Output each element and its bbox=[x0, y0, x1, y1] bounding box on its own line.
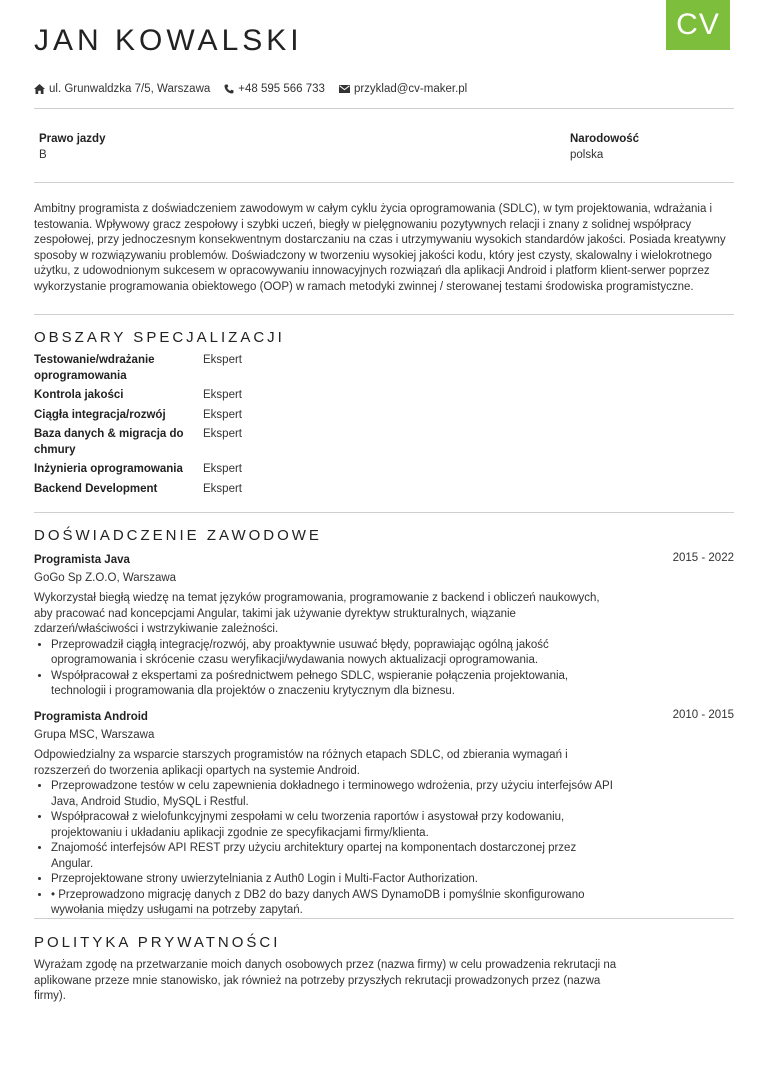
skill-row bbox=[34, 482, 334, 498]
skill-name: Inżynieria oprogramowania bbox=[34, 463, 183, 475]
nationality-label: Narodowość bbox=[570, 133, 640, 145]
skill-level: Ekspert bbox=[203, 428, 242, 440]
skill-row bbox=[34, 462, 334, 478]
skill-level: Ekspert bbox=[203, 389, 242, 401]
skill-level: Ekspert bbox=[203, 463, 242, 475]
cv-badge: CV bbox=[666, 0, 730, 50]
contact-phone[interactable] bbox=[224, 83, 325, 95]
license-label: Prawo jazdy bbox=[39, 133, 106, 145]
phone-text: +48 595 566 733 bbox=[238, 83, 325, 95]
divider bbox=[34, 314, 734, 315]
job-description: Wykorzystał biegłą wiedzę na temat języków programowania, programowanie z backend i obliczeń naukowych, aby pracować nad koncepcjami Angular, takimi jak używanie dyrektyw strukturalnych, wiązanie zdarzeń/właściwości i wstrzykiwanie zależności. bbox=[34, 592, 600, 635]
contact-bar bbox=[34, 83, 481, 95]
skills-list bbox=[34, 353, 334, 501]
nationality-value: polska bbox=[570, 149, 604, 161]
phone-icon bbox=[224, 84, 234, 94]
contact-address bbox=[34, 83, 210, 95]
skill-name: Ciągła integracja/rozwój bbox=[34, 408, 166, 421]
job-bullet: • Przeprowadził ciągłą integrację/rozwój, aby proaktywnie usuwać błędy, poprawiając ogólną jakość oprogramowania i skrócenie czasu weryfikacji/wydawania nowych aktualizacji oprogramowania. bbox=[51, 638, 614, 669]
home-icon bbox=[34, 84, 45, 94]
license-value: B bbox=[39, 149, 47, 161]
job-bullet: • Współpracował z ekspertami za pośrednictwem pełnego SDLC, wspieranie połączenia projektowania, technologii i programowania dla projektów o znaczeniu krytycznym dla biznesu. bbox=[51, 669, 614, 700]
job-company: Grupa MSC, Warszawa bbox=[34, 728, 155, 741]
skill-name: Kontrola jakości bbox=[34, 389, 124, 401]
skill-row bbox=[34, 427, 334, 458]
privacy-section-title: POLITYKA PRYWATNOŚCI bbox=[34, 934, 281, 951]
job-bullet: • Współpracował z wielofunkcyjnymi zespołami w celu tworzenia raportów i asystował przy kodowaniu, projektowaniu i układaniu aplikacji zgodnie ze specyfikacjami firmy/klienta. bbox=[51, 810, 614, 841]
job-dates: 2010 - 2015 bbox=[672, 709, 734, 721]
job-bullet: • Znajomość interfejsów API REST przy użyciu architektury opartej na komponentach dostarczonej przez Angular. bbox=[51, 841, 614, 872]
job-company: GoGo Sp Z.O.O, Warszawa bbox=[34, 571, 177, 584]
skill-level: Ekspert bbox=[203, 408, 242, 421]
skill-row bbox=[34, 408, 334, 424]
skills-section-title: OBSZARY SPECJALIZACJI bbox=[34, 329, 285, 346]
job-bullets bbox=[34, 638, 614, 700]
skill-name: Backend Development bbox=[34, 482, 158, 495]
job-dates: 2015 - 2022 bbox=[672, 552, 734, 564]
skill-row bbox=[34, 353, 334, 384]
privacy-text: Wyrażam zgodę na przetwarzanie moich danych osobowych przez (nazwa firmy) w celu prowadzenia rekrutacji na aplikowane przeze mnie stanowisko, jak również na potrzeby przyszłych rekrutacji prowadzonych przez (nazwa firmy). bbox=[34, 959, 617, 1002]
divider bbox=[34, 918, 734, 919]
experience-section-title: DOŚWIADCZENIE ZAWODOWE bbox=[34, 527, 322, 544]
skill-name: Baza danych & migracja do chmury bbox=[34, 428, 184, 456]
profile-summary: Ambitny programista z doświadczeniem zawodowym w całym cyklu życia oprogramowania (SDLC), w tym projektowania, wdrażania i testowania. Wpływowy gracz zespołowy i szybki uczeń, biegły w pielęgnowaniu pozytywnych relacji i znany z solidnej współpracy zespołowej, przy jednoczesnym konsekwentnym dostarczaniu na czas i utrzymywaniu wysokich standardów jakości. Posiada kreatywny sposoby w rozwiązywaniu problemów. Doświadczony w tworzeniu wysokiej jakości kodu, który jest czysty, skalowalny i wielokrotnego użytku, z udowodnionym sukcesem w opracowywaniu innowacyjnych rozwiązań dla aplikacji Android i platform klient-serwer poprzez wykorzystanie programowania obiektowego (OOP) w ramach metodyki zwinnej / sterowanej testami środowiska programistyczne. bbox=[34, 203, 726, 293]
mail-icon bbox=[339, 85, 350, 93]
divider bbox=[34, 182, 734, 183]
skill-level: Ekspert bbox=[203, 354, 242, 366]
job-bullet: • Przeprowadzone testów w celu zapewnienia dokładnego i terminowego wdrożenia, przy użyciu interfejsów API Java, Android Studio, MySQL i Restful. bbox=[51, 779, 614, 810]
divider bbox=[34, 512, 734, 513]
job-entry bbox=[34, 553, 734, 700]
job-bullets bbox=[34, 779, 614, 919]
email-text: przyklad@cv-maker.pl bbox=[353, 83, 468, 95]
job-entry bbox=[34, 710, 734, 919]
job-title: Programista Java bbox=[34, 554, 130, 566]
job-description: Odpowiedzialny za wsparcie starszych programistów na różnych etapach SDLC, od zbierania wymagań i rozszerzeń do tworzenia aplikacji opartych na systemie Android. bbox=[34, 749, 568, 777]
skill-row bbox=[34, 388, 334, 404]
job-bullet: • • Przeprowadzono migrację danych z DB2 do bazy danych AWS DynamoDB i pomyślnie skonfigurowano wywołania między usługami na potrzeby zapytań. bbox=[51, 888, 614, 919]
address-text: ul. Grunwaldzka 7/5, Warszawa bbox=[49, 83, 211, 95]
divider bbox=[34, 108, 734, 109]
candidate-name: JAN KOWALSKI bbox=[34, 24, 303, 57]
skill-level: Ekspert bbox=[203, 482, 242, 495]
contact-email[interactable] bbox=[339, 83, 467, 95]
job-title: Programista Android bbox=[34, 711, 148, 723]
skill-name: Testowanie/wdrażanie oprogramowania bbox=[34, 354, 155, 382]
job-bullet: • Przeprojektowane strony uwierzytelniania z Auth0 Login i Multi-Factor Authorization. bbox=[51, 872, 614, 888]
